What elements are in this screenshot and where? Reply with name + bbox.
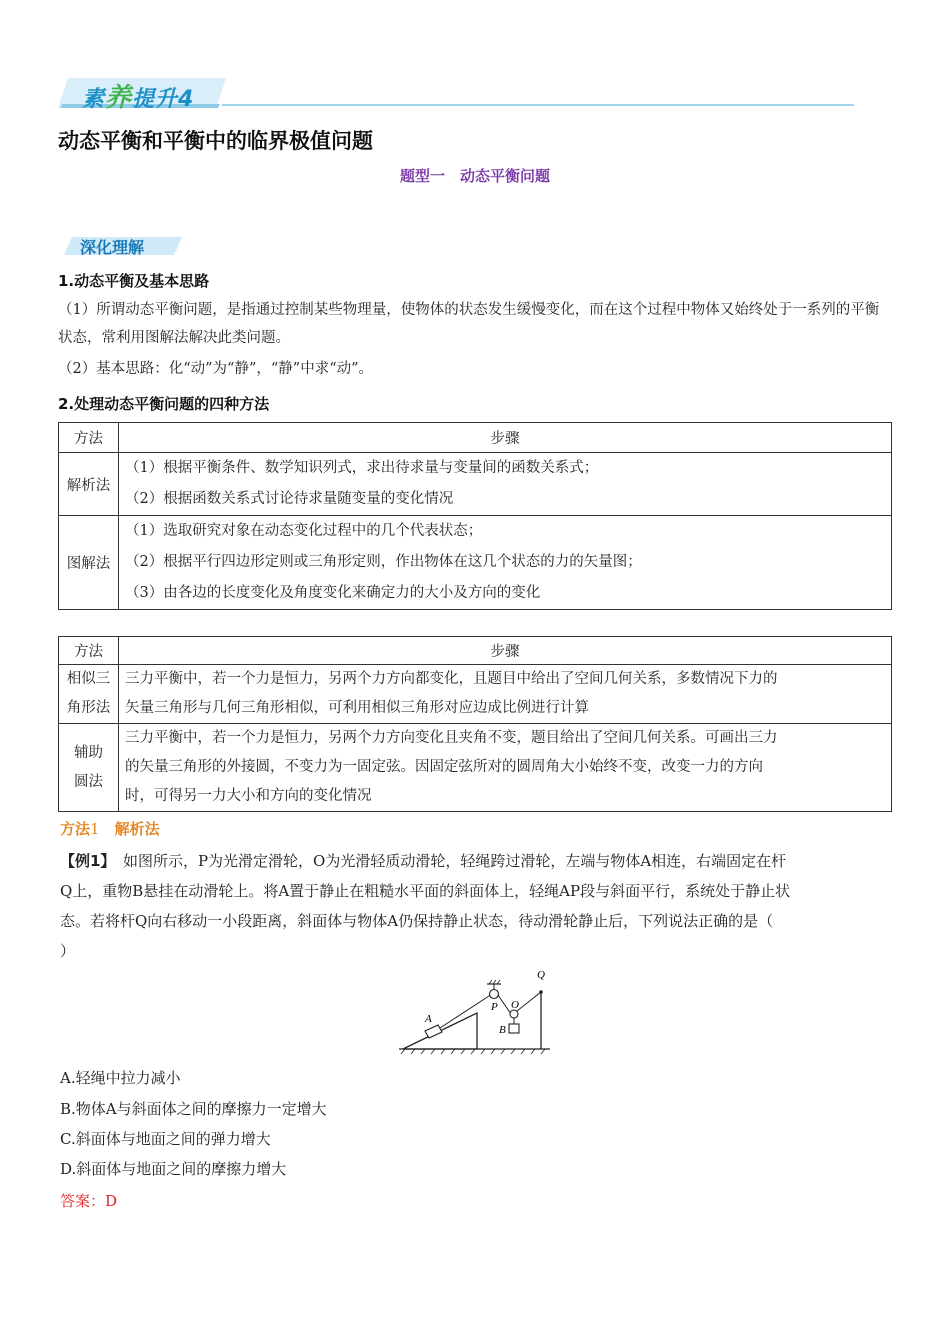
banner-title: 素养提升4 — [82, 83, 195, 113]
steps-cell — [119, 724, 892, 812]
section-subtitle: 题型一 动态平衡问题 — [399, 167, 550, 185]
example-tag: 【例1】 — [60, 852, 108, 870]
example-question — [60, 846, 890, 966]
paragraph-1: （1）所谓动态平衡问题，是指通过控制某些物理量，使物体的状态发生缓慢变化，而在这个过程中物体又始终处于一系列的平衡状态，常利用图解法解决此类问题。 — [58, 302, 880, 346]
label-b: B — [499, 1024, 506, 1036]
option-c: C.斜面体与地面之间的弹力增大 — [60, 1130, 271, 1148]
steps-cell — [119, 516, 892, 610]
example-line: Q上，重物B悬挂在动滑轮上。将A置于静止在粗糙水平面的斜面体上，轻绳AP段与斜面平行，系统处于静止状 — [60, 882, 791, 900]
table-header-cell: 步骤 — [119, 423, 892, 453]
pulley-o — [510, 1010, 518, 1018]
table-header-row — [59, 423, 892, 453]
step-text: （2）根据函数关系式讨论待求量随变量的变化情况 — [125, 491, 454, 507]
block-a — [425, 1025, 442, 1038]
paragraph-2: （2）基本思路：化“动”为“静”，“静”中求“动”。 — [58, 361, 374, 377]
step-text: （3）由各边的长度变化及角度变化来确定力的大小及方向的变化 — [125, 585, 541, 601]
method-cell — [59, 665, 119, 724]
example-line: ） — [60, 942, 76, 960]
label-p: P — [491, 1001, 498, 1013]
page-title: 动态平衡和平衡中的临界极值问题 — [58, 129, 373, 153]
table-header-cell: 步骤 — [119, 637, 892, 665]
step-text: 三力平衡中，若一个力是恒力，另两个力方向都变化，且题目中给出了空间几何关系，多数情况下力的 — [125, 671, 778, 687]
option-a: A.轻绳中拉力减小 — [60, 1069, 181, 1087]
method-cell: 图解法 — [59, 516, 119, 610]
table-header-cell: 方法 — [59, 637, 119, 665]
pulley-p — [490, 990, 499, 999]
pulley-diagram — [395, 964, 555, 1056]
label-o: O — [511, 999, 519, 1011]
method-label-line: 辅助 — [74, 744, 103, 761]
step-text: 时，可得另一力大小和方向的变化情况 — [125, 788, 372, 804]
option-b: B.物体A与斜面体之间的摩擦力一定增大 — [60, 1100, 327, 1118]
method-label-line: 相似三 — [66, 671, 111, 687]
example-line: 态。若将杆Q向右移动一小段距离，斜面体与物体A仍保持静止状态，待动滑轮静止后，下列说法正确的是（ — [60, 912, 774, 930]
step-text: （1）根据平衡条件、数学知识列式，求出待求量与变量间的函数关系式； — [125, 460, 599, 476]
methods-table-1 — [58, 422, 892, 610]
example-line: 【例1】 如图所示，P为光滑定滑轮，O为光滑轻质动滑轮，轻绳跨过滑轮，左端与物体A相连，右端固定在杆 — [60, 852, 787, 870]
method-label-line: 圆法 — [74, 773, 103, 790]
label-q: Q — [537, 969, 545, 981]
method-cell — [59, 724, 119, 812]
table-header-row — [59, 637, 892, 665]
method-label-line: 角形法 — [66, 700, 111, 716]
step-text: 的矢量三角形的外接圆，不变力为一固定弦。因固定弦所对的圆周角大小始终不变，改变一力的方向 — [125, 759, 763, 775]
table-header-cell: 方法 — [59, 423, 119, 453]
option-d: D.斜面体与地面之间的摩擦力增大 — [60, 1160, 287, 1178]
table-row — [59, 665, 892, 724]
step-text: 矢量三角形与几何三角形相似，可利用相似三角形对应边成比例进行计算 — [125, 700, 589, 716]
step-text: （1）选取研究对象在动态变化过程中的几个代表状态； — [125, 523, 483, 539]
step-text: （2）根据平行四边形定则或三角形定则，作出物体在这几个状态的力的矢量图； — [125, 554, 642, 570]
heading-2: 2.处理动态平衡问题的四种方法 — [58, 395, 270, 413]
label-a: A — [425, 1013, 432, 1025]
methods-table-2 — [58, 636, 892, 812]
table-row — [59, 516, 892, 610]
method-cell: 解析法 — [59, 453, 119, 516]
heading-1: 1.动态平衡及基本思路 — [58, 272, 210, 290]
answer: 答案：D — [60, 1192, 118, 1210]
banner-rule — [222, 104, 854, 106]
method-heading: 方法1 解析法 — [60, 820, 160, 838]
step-text: 三力平衡中，若一个力是恒力，另两个力方向变化且夹角不变，题目给出了空间几何关系。可画出三力 — [125, 730, 778, 746]
steps-cell — [119, 453, 892, 516]
weight-b — [509, 1024, 519, 1033]
section-tag: 深化理解 — [80, 238, 145, 257]
steps-cell — [119, 665, 892, 724]
table-row — [59, 453, 892, 516]
table-row — [59, 724, 892, 812]
banner-highlight: 养 — [105, 83, 133, 113]
